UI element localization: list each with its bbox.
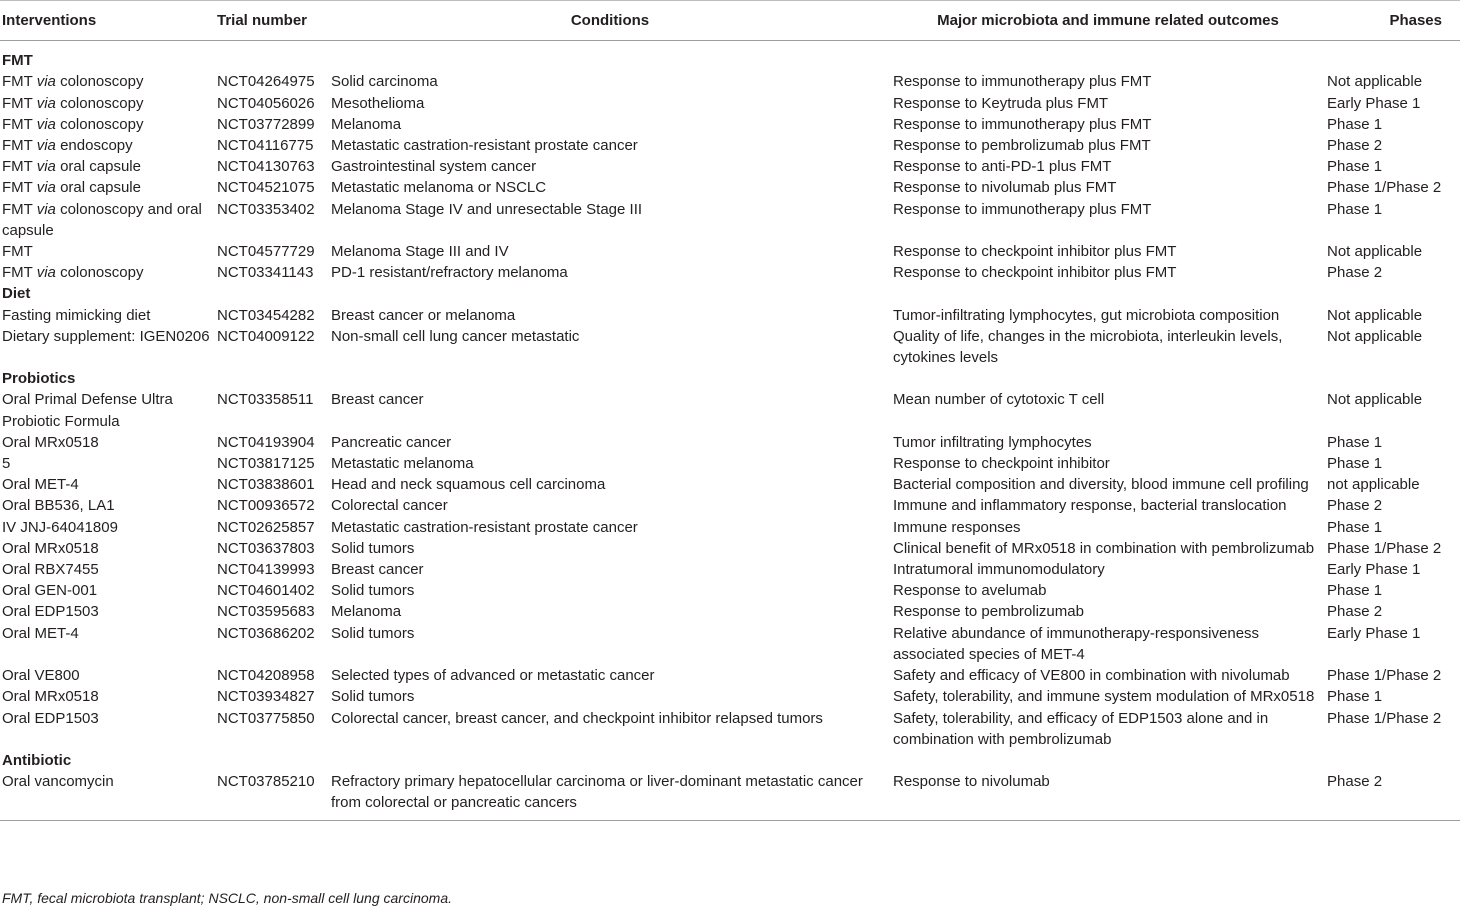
- intervention-text: Oral BB536, LA1: [2, 497, 115, 515]
- condition-cell: Non-small cell lung cancer metastatic: [331, 327, 580, 345]
- table-row: [0, 71, 1460, 92]
- outcome-cell: Quality of life, changes in the microbiota, interleukin levels, cytokines levels: [893, 327, 1283, 367]
- intervention-cell: [0, 495, 215, 516]
- trial-number-cell: NCT04193904: [217, 433, 315, 451]
- condition-cell: Pancreatic cancer: [331, 433, 452, 451]
- trial-number-cell: NCT03353402: [217, 200, 315, 218]
- outcome-cell: Response to pembrolizumab: [893, 603, 1084, 621]
- outcome-cell: Bacterial composition and diversity, blood immune cell profiling: [893, 476, 1309, 494]
- phase-cell: Phase 1/Phase 2: [1327, 709, 1442, 727]
- header-interventions: Interventions: [0, 4, 215, 41]
- condition-cell: Melanoma: [331, 603, 402, 621]
- table-row: [0, 389, 1460, 431]
- trial-number-cell: NCT03934827: [217, 688, 315, 706]
- intervention-cell: [0, 474, 215, 495]
- intervention-text: Oral MET-4: [2, 476, 79, 494]
- intervention-text: 5: [2, 455, 11, 473]
- intervention-text: Oral MET-4: [2, 624, 79, 642]
- outcome-cell: Response to nivolumab plus FMT: [893, 179, 1117, 197]
- table-row: [0, 305, 1460, 326]
- condition-cell: Metastatic castration-resistant prostate cancer: [331, 137, 638, 155]
- intervention-cell: [0, 156, 215, 177]
- header-outcomes: Major microbiota and immune related outcomes: [891, 4, 1325, 41]
- header-row: [0, 4, 1460, 41]
- trial-number-cell: NCT03637803: [217, 539, 315, 557]
- trial-number-cell: NCT03341143: [217, 264, 314, 282]
- phase-cell: not applicable: [1327, 476, 1420, 494]
- condition-cell: Metastatic melanoma or NSCLC: [331, 179, 547, 197]
- table-row: [0, 686, 1460, 707]
- table-row: [0, 559, 1460, 580]
- trial-number-cell: NCT03595683: [217, 603, 315, 621]
- trial-number-cell: NCT03838601: [217, 476, 315, 494]
- section-row: [0, 283, 1460, 304]
- phase-cell: Phase 1: [1327, 455, 1383, 473]
- intervention-text: Oral MRx0518: [2, 433, 99, 451]
- condition-cell: Solid tumors: [331, 539, 415, 557]
- intervention-route: colonoscopy: [55, 115, 144, 133]
- intervention-text: FMT: [2, 73, 37, 91]
- table-row: [0, 135, 1460, 156]
- intervention-text: Dietary supplement: IGEN0206: [2, 327, 210, 345]
- phase-cell: Phase 1: [1327, 433, 1383, 451]
- trial-number-cell: NCT03785210: [215, 771, 329, 820]
- section-title: Diet: [2, 285, 31, 303]
- trial-number-cell: NCT04116775: [217, 137, 314, 155]
- table-row: [0, 156, 1460, 177]
- header-phases: Phases: [1325, 4, 1460, 41]
- trial-number-cell: NCT03775850: [217, 709, 315, 727]
- table-row: [0, 580, 1460, 601]
- table-row: [0, 708, 1460, 750]
- intervention-cell: [0, 623, 215, 665]
- phase-cell: Not applicable: [1327, 391, 1423, 409]
- section-title: FMT: [2, 52, 33, 70]
- intervention-route: colonoscopy: [55, 264, 144, 282]
- intervention-via: via: [36, 94, 56, 112]
- table-row: [0, 177, 1460, 198]
- intervention-cell: [0, 771, 215, 820]
- intervention-via: via: [36, 264, 56, 282]
- intervention-text: Oral VE800: [2, 667, 80, 685]
- condition-cell: Breast cancer: [331, 561, 424, 579]
- section-title: Antibiotic: [2, 751, 72, 769]
- phase-cell: Phase 1/Phase 2: [1327, 667, 1442, 685]
- outcome-cell: Response to checkpoint inhibitor: [893, 455, 1110, 473]
- outcome-cell: Response to immunotherapy plus FMT: [893, 115, 1152, 133]
- intervention-cell: [0, 453, 215, 474]
- intervention-text: FMT: [2, 94, 37, 112]
- intervention-cell: [0, 262, 215, 283]
- table-row: [0, 432, 1460, 453]
- intervention-cell: [0, 71, 215, 92]
- intervention-text: FMT: [2, 179, 37, 197]
- phase-cell: Phase 2: [1327, 603, 1383, 621]
- outcome-cell: Response to immunotherapy plus FMT: [893, 73, 1152, 91]
- header-trial-number: Trial number: [215, 4, 329, 41]
- phase-cell: Phase 2: [1327, 137, 1383, 155]
- outcome-cell: Intratumoral immunomodulatory: [893, 561, 1105, 579]
- intervention-text: Oral EDP1503: [2, 709, 99, 727]
- intervention-cell: [0, 135, 215, 156]
- outcome-cell: Response to avelumab: [893, 582, 1047, 600]
- intervention-route: endoscopy: [55, 137, 133, 155]
- condition-cell: PD-1 resistant/refractory melanoma: [331, 264, 568, 282]
- intervention-text: FMT: [2, 158, 37, 176]
- outcome-cell: Response to Keytruda plus FMT: [893, 94, 1109, 112]
- phase-cell: Phase 1: [1327, 115, 1383, 133]
- outcome-cell: Response to immunotherapy plus FMT: [893, 200, 1152, 218]
- section-row: [0, 368, 1460, 389]
- phase-cell: Phase 1: [1327, 200, 1383, 218]
- condition-cell: Solid tumors: [331, 582, 415, 600]
- intervention-text: Oral MRx0518: [2, 539, 99, 557]
- table-row: [0, 199, 1460, 241]
- intervention-cell: [0, 326, 215, 368]
- condition-cell: Solid tumors: [331, 624, 415, 642]
- outcome-cell: Tumor infiltrating lymphocytes: [893, 433, 1092, 451]
- trial-number-cell: NCT04208958: [217, 667, 315, 685]
- intervention-text: Oral Primal Defense Ultra Probiotic Formula: [2, 391, 173, 430]
- table-row: [0, 623, 1460, 665]
- trial-number-cell: NCT04009122: [217, 327, 315, 345]
- table-top-rule: [0, 0, 1460, 1]
- intervention-cell: [0, 241, 215, 262]
- table-row: [0, 665, 1460, 686]
- clinical-trials-table: [0, 4, 1460, 821]
- header-conditions: Conditions: [329, 4, 891, 41]
- intervention-via: via: [36, 137, 56, 155]
- intervention-cell: [0, 199, 215, 241]
- table-row: [0, 114, 1460, 135]
- intervention-text: FMT: [2, 115, 37, 133]
- intervention-text: IV JNJ-64041809: [2, 518, 118, 536]
- trial-number-cell: NCT04521075: [217, 179, 315, 197]
- intervention-via: via: [36, 179, 56, 197]
- intervention-cell: [0, 432, 215, 453]
- intervention-cell: [0, 177, 215, 198]
- phase-cell: Phase 1/Phase 2: [1327, 539, 1442, 557]
- outcome-cell: Response to nivolumab: [891, 771, 1325, 820]
- table-row: [0, 538, 1460, 559]
- intervention-cell: [0, 708, 215, 750]
- phase-cell: Phase 2: [1327, 264, 1383, 282]
- section-row: [0, 750, 1460, 771]
- intervention-cell: [0, 665, 215, 686]
- trial-number-cell: NCT00936572: [217, 497, 315, 515]
- intervention-cell: [0, 580, 215, 601]
- intervention-text: Oral EDP1503: [2, 603, 99, 621]
- condition-cell: Breast cancer: [331, 391, 424, 409]
- table-body: [0, 41, 1460, 820]
- condition-cell: Gastrointestinal system cancer: [331, 158, 537, 176]
- intervention-cell: [0, 389, 215, 431]
- intervention-route: colonoscopy and oral capsule: [2, 200, 202, 239]
- intervention-text: Oral RBX7455: [2, 561, 99, 579]
- trial-number-cell: NCT03358511: [217, 391, 314, 409]
- section-title: Probiotics: [2, 370, 76, 388]
- trial-number-cell: NCT04601402: [217, 582, 315, 600]
- intervention-text: FMT: [2, 137, 37, 155]
- intervention-cell: [0, 114, 215, 135]
- condition-cell: Metastatic melanoma: [331, 455, 474, 473]
- intervention-text: Oral GEN-001: [2, 582, 98, 600]
- trial-number-cell: NCT04056026: [217, 94, 315, 112]
- trial-number-cell: NCT02625857: [217, 518, 315, 536]
- intervention-via: via: [36, 200, 56, 218]
- intervention-cell: [0, 538, 215, 559]
- table-row: [0, 601, 1460, 622]
- outcome-cell: Clinical benefit of MRx0518 in combination with pembrolizumab: [893, 539, 1315, 557]
- outcome-cell: Tumor-infiltrating lymphocytes, gut microbiota composition: [893, 306, 1280, 324]
- intervention-cell: [0, 517, 215, 538]
- intervention-route: colonoscopy: [55, 73, 144, 91]
- condition-cell: Solid tumors: [331, 688, 415, 706]
- outcome-cell: Immune and inflammatory response, bacterial translocation: [893, 497, 1287, 515]
- table-row: [0, 241, 1460, 262]
- outcome-cell: Safety, tolerability, and efficacy of EDP1503 alone and in combination with pembrolizumab: [893, 709, 1269, 748]
- trial-number-cell: NCT03772899: [217, 115, 315, 133]
- outcome-cell: Response to checkpoint inhibitor plus FMT: [893, 264, 1177, 282]
- trial-number-cell: NCT03454282: [217, 306, 315, 324]
- table-row: [0, 453, 1460, 474]
- condition-cell: Breast cancer or melanoma: [331, 306, 516, 324]
- phase-cell: Early Phase 1: [1327, 94, 1421, 112]
- intervention-text: FMT: [2, 264, 37, 282]
- condition-cell: Colorectal cancer, breast cancer, and checkpoint inhibitor relapsed tumors: [331, 709, 823, 727]
- outcome-cell: Safety and efficacy of VE800 in combination with nivolumab: [893, 667, 1290, 685]
- outcome-cell: Immune responses: [893, 518, 1021, 536]
- outcome-cell: Response to anti-PD-1 plus FMT: [893, 158, 1112, 176]
- phase-cell: Phase 1/Phase 2: [1327, 179, 1442, 197]
- intervention-cell: [0, 305, 215, 326]
- condition-cell: Melanoma Stage III and IV: [331, 243, 509, 261]
- phase-cell: Phase 1: [1327, 582, 1383, 600]
- condition-cell: Melanoma Stage IV and unresectable Stage III: [331, 200, 643, 218]
- phase-cell: Phase 1: [1327, 518, 1383, 536]
- phase-cell: Phase 2: [1325, 771, 1460, 820]
- intervention-text: FMT: [2, 243, 33, 261]
- condition-cell: Melanoma: [331, 115, 402, 133]
- phase-cell: Not applicable: [1327, 327, 1423, 345]
- condition-cell: Refractory primary hepatocellular carcinoma or liver-dominant metastatic cancer from colorectal or pancreatic cancers: [329, 771, 891, 820]
- phase-cell: Not applicable: [1327, 306, 1423, 324]
- condition-cell: Head and neck squamous cell carcinoma: [331, 476, 606, 494]
- trial-number-cell: NCT04130763: [217, 158, 315, 176]
- phase-cell: Phase 1: [1327, 158, 1383, 176]
- intervention-via: via: [36, 115, 56, 133]
- table-row: [0, 262, 1460, 283]
- table-row: [0, 517, 1460, 538]
- condition-cell: Solid carcinoma: [331, 73, 438, 91]
- intervention-cell: [0, 93, 215, 114]
- condition-cell: Mesothelioma: [331, 94, 425, 112]
- outcome-cell: Response to pembrolizumab plus FMT: [893, 137, 1151, 155]
- table-row: [0, 326, 1460, 368]
- trial-number-cell: NCT03817125: [217, 455, 315, 473]
- trial-number-cell: NCT04264975: [217, 73, 315, 91]
- trial-number-cell: NCT04139993: [217, 561, 315, 579]
- intervention-text: FMT: [2, 200, 37, 218]
- table-header: [0, 4, 1460, 41]
- intervention-cell: [0, 601, 215, 622]
- intervention-text: Oral vancomycin: [2, 773, 114, 791]
- intervention-cell: [0, 686, 215, 707]
- table-row: [0, 771, 1460, 820]
- phase-cell: Early Phase 1: [1327, 561, 1421, 579]
- outcome-cell: Mean number of cytotoxic T cell: [893, 391, 1105, 409]
- intervention-text: Fasting mimicking diet: [2, 306, 151, 324]
- intervention-route: oral capsule: [55, 179, 141, 197]
- phase-cell: Early Phase 1: [1327, 624, 1421, 642]
- phase-cell: Phase 1: [1327, 688, 1383, 706]
- intervention-text: Oral MRx0518: [2, 688, 99, 706]
- phase-cell: Not applicable: [1327, 243, 1423, 261]
- section-row: [0, 41, 1460, 72]
- outcome-cell: Relative abundance of immunotherapy-responsiveness associated species of MET-4: [893, 624, 1260, 663]
- trial-number-cell: NCT04577729: [217, 243, 315, 261]
- condition-cell: Colorectal cancer: [331, 497, 448, 515]
- condition-cell: Selected types of advanced or metastatic cancer: [331, 667, 655, 685]
- table-footnote: FMT, fecal microbiota transplant; NSCLC, non-small cell lung carcinoma.: [2, 890, 452, 906]
- table-row: [0, 474, 1460, 495]
- table-row: [0, 93, 1460, 114]
- condition-cell: Metastatic castration-resistant prostate cancer: [331, 518, 638, 536]
- trial-number-cell: NCT03686202: [217, 624, 315, 642]
- intervention-route: colonoscopy: [55, 94, 144, 112]
- outcome-cell: Response to checkpoint inhibitor plus FMT: [893, 243, 1177, 261]
- outcome-cell: Safety, tolerability, and immune system modulation of MRx0518: [893, 688, 1315, 706]
- intervention-via: via: [36, 73, 56, 91]
- phase-cell: Phase 2: [1327, 497, 1383, 515]
- intervention-via: via: [36, 158, 56, 176]
- intervention-route: oral capsule: [55, 158, 141, 176]
- phase-cell: Not applicable: [1327, 73, 1423, 91]
- table-row: [0, 495, 1460, 516]
- intervention-cell: [0, 559, 215, 580]
